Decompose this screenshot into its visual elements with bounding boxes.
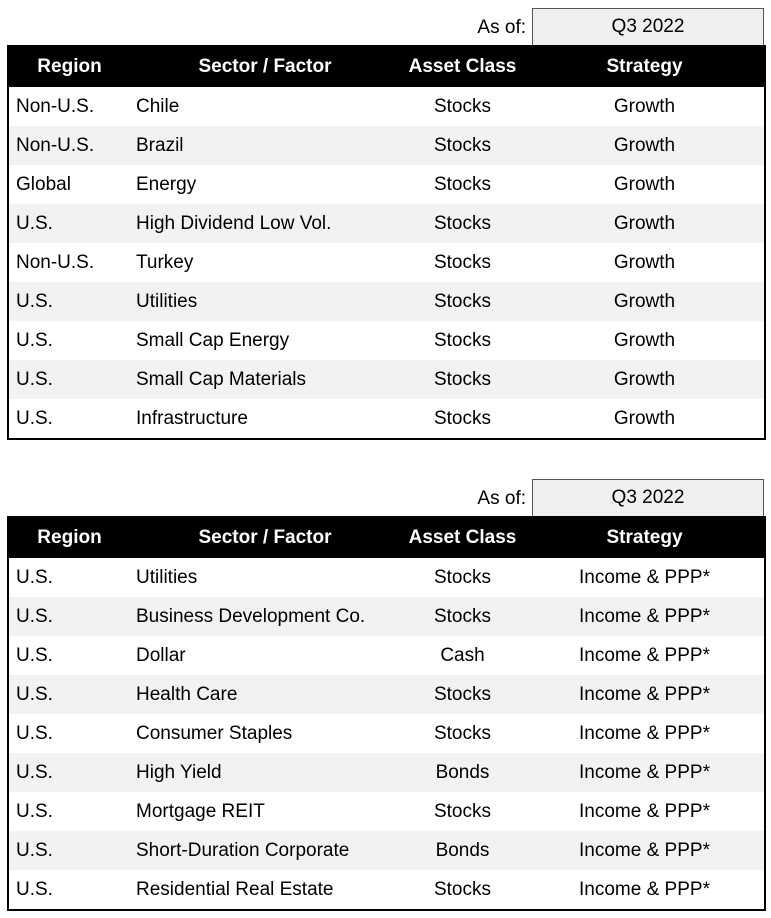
cell-region: U.S. — [8, 282, 130, 321]
cell-asset-class: Stocks — [433, 878, 492, 900]
cell-sector: Small Cap Materials — [130, 360, 400, 399]
cell-strategy: Growth — [613, 329, 676, 351]
cell-sector: Small Cap Energy — [136, 329, 290, 351]
cell-strategy: Income & PPP* — [579, 644, 710, 666]
column-header-region: Region — [8, 517, 130, 558]
cell-strategy: Growth — [613, 173, 676, 195]
data-table — [7, 516, 766, 911]
cell-asset-class: Bonds — [400, 753, 525, 792]
as-of-label: As of: — [477, 488, 526, 509]
cell-strategy: Income & PPP* — [525, 753, 765, 792]
table-row — [8, 321, 765, 360]
cell-strategy: Growth — [525, 282, 765, 321]
as-of-row — [0, 479, 771, 517]
cell-asset-class: Cash — [440, 644, 485, 666]
table-row — [8, 204, 765, 243]
cell-sector: Chile — [136, 95, 180, 117]
cell-sector: Energy — [136, 173, 197, 195]
cell-sector: Brazil — [130, 126, 400, 165]
cell-region: U.S. — [8, 204, 130, 243]
cell-region: U.S. — [16, 722, 53, 744]
cell-region: Non-U.S. — [16, 251, 95, 273]
cell-strategy: Income & PPP* — [525, 831, 765, 870]
cell-sector: Turkey — [136, 251, 194, 273]
cell-strategy: Income & PPP* — [579, 800, 710, 822]
cell-strategy: Income & PPP* — [525, 675, 765, 714]
cell-sector: Business Development Co. — [130, 597, 400, 636]
cell-strategy: Income & PPP* — [579, 722, 710, 744]
table-row — [8, 165, 765, 204]
cell-strategy: Growth — [613, 407, 676, 429]
cell-asset-class: Bonds — [400, 831, 525, 870]
cell-strategy: Growth — [613, 95, 676, 117]
column-header-asset-class: Asset Class — [400, 517, 525, 558]
cell-sector: Infrastructure — [136, 407, 248, 429]
column-header-strategy: Strategy — [525, 46, 765, 87]
column-header-region: Region — [8, 46, 130, 87]
cell-asset-class: Stocks — [433, 329, 492, 351]
cell-region: Global — [16, 173, 71, 195]
table-row — [8, 126, 765, 165]
column-header-sector: Sector / Factor — [130, 46, 400, 87]
cell-region: Non-U.S. — [8, 126, 130, 165]
cell-sector: Mortgage REIT — [136, 800, 265, 822]
cell-sector: Short-Duration Corporate — [130, 831, 400, 870]
cell-region: U.S. — [8, 753, 130, 792]
cell-sector: Dollar — [136, 644, 186, 666]
cell-asset-class: Stocks — [400, 597, 525, 636]
cell-strategy: Income & PPP* — [579, 566, 710, 588]
cell-asset-class: Stocks — [400, 282, 525, 321]
cell-asset-class: Stocks — [400, 126, 525, 165]
cell-asset-class: Stocks — [433, 800, 492, 822]
as-of-row — [0, 8, 771, 46]
cell-strategy: Growth — [525, 204, 765, 243]
cell-region: U.S. — [16, 566, 53, 588]
cell-region: U.S. — [8, 360, 130, 399]
cell-region: U.S. — [8, 597, 130, 636]
table-row — [8, 399, 765, 439]
cell-region: U.S. — [8, 831, 130, 870]
table-row — [8, 558, 765, 597]
table-row — [8, 243, 765, 282]
cell-strategy: Income & PPP* — [579, 878, 710, 900]
cell-sector: Health Care — [130, 675, 400, 714]
table-row — [8, 792, 765, 831]
cell-asset-class: Stocks — [433, 407, 492, 429]
as-of-label: As of: — [477, 17, 526, 38]
cell-asset-class: Stocks — [400, 360, 525, 399]
header-row — [8, 46, 765, 87]
header-row — [8, 517, 765, 558]
table-row — [8, 714, 765, 753]
cell-asset-class: Stocks — [400, 675, 525, 714]
cell-asset-class: Stocks — [433, 95, 492, 117]
cell-strategy: Income & PPP* — [525, 597, 765, 636]
as-of-value: Q3 2022 — [532, 8, 764, 46]
cell-region: U.S. — [16, 878, 53, 900]
table-row — [8, 282, 765, 321]
column-header-strategy: Strategy — [525, 517, 765, 558]
cell-asset-class: Stocks — [433, 173, 492, 195]
column-header-asset-class: Asset Class — [400, 46, 525, 87]
cell-asset-class: Stocks — [433, 251, 492, 273]
cell-region: U.S. — [16, 644, 53, 666]
table-row — [8, 636, 765, 675]
cell-sector: Residential Real Estate — [136, 878, 334, 900]
cell-region: U.S. — [16, 329, 53, 351]
table-row — [8, 87, 765, 126]
table-row — [8, 360, 765, 399]
cell-strategy: Growth — [525, 126, 765, 165]
table-row — [8, 831, 765, 870]
cell-region: Non-U.S. — [16, 95, 95, 117]
table-row — [8, 870, 765, 910]
cell-asset-class: Stocks — [433, 566, 492, 588]
cell-sector: High Dividend Low Vol. — [130, 204, 400, 243]
data-table — [7, 45, 766, 440]
column-header-sector: Sector / Factor — [130, 517, 400, 558]
cell-strategy: Growth — [525, 360, 765, 399]
cell-region: U.S. — [16, 800, 53, 822]
table-row — [8, 597, 765, 636]
cell-region: U.S. — [16, 407, 53, 429]
cell-sector: Consumer Staples — [136, 722, 293, 744]
cell-region: U.S. — [8, 675, 130, 714]
table-row — [8, 675, 765, 714]
cell-sector: Utilities — [130, 282, 400, 321]
cell-strategy: Growth — [613, 251, 676, 273]
cell-sector: Utilities — [136, 566, 198, 588]
as-of-value: Q3 2022 — [532, 479, 764, 517]
cell-asset-class: Stocks — [433, 722, 492, 744]
cell-sector: High Yield — [130, 753, 400, 792]
cell-asset-class: Stocks — [400, 204, 525, 243]
table-row — [8, 753, 765, 792]
